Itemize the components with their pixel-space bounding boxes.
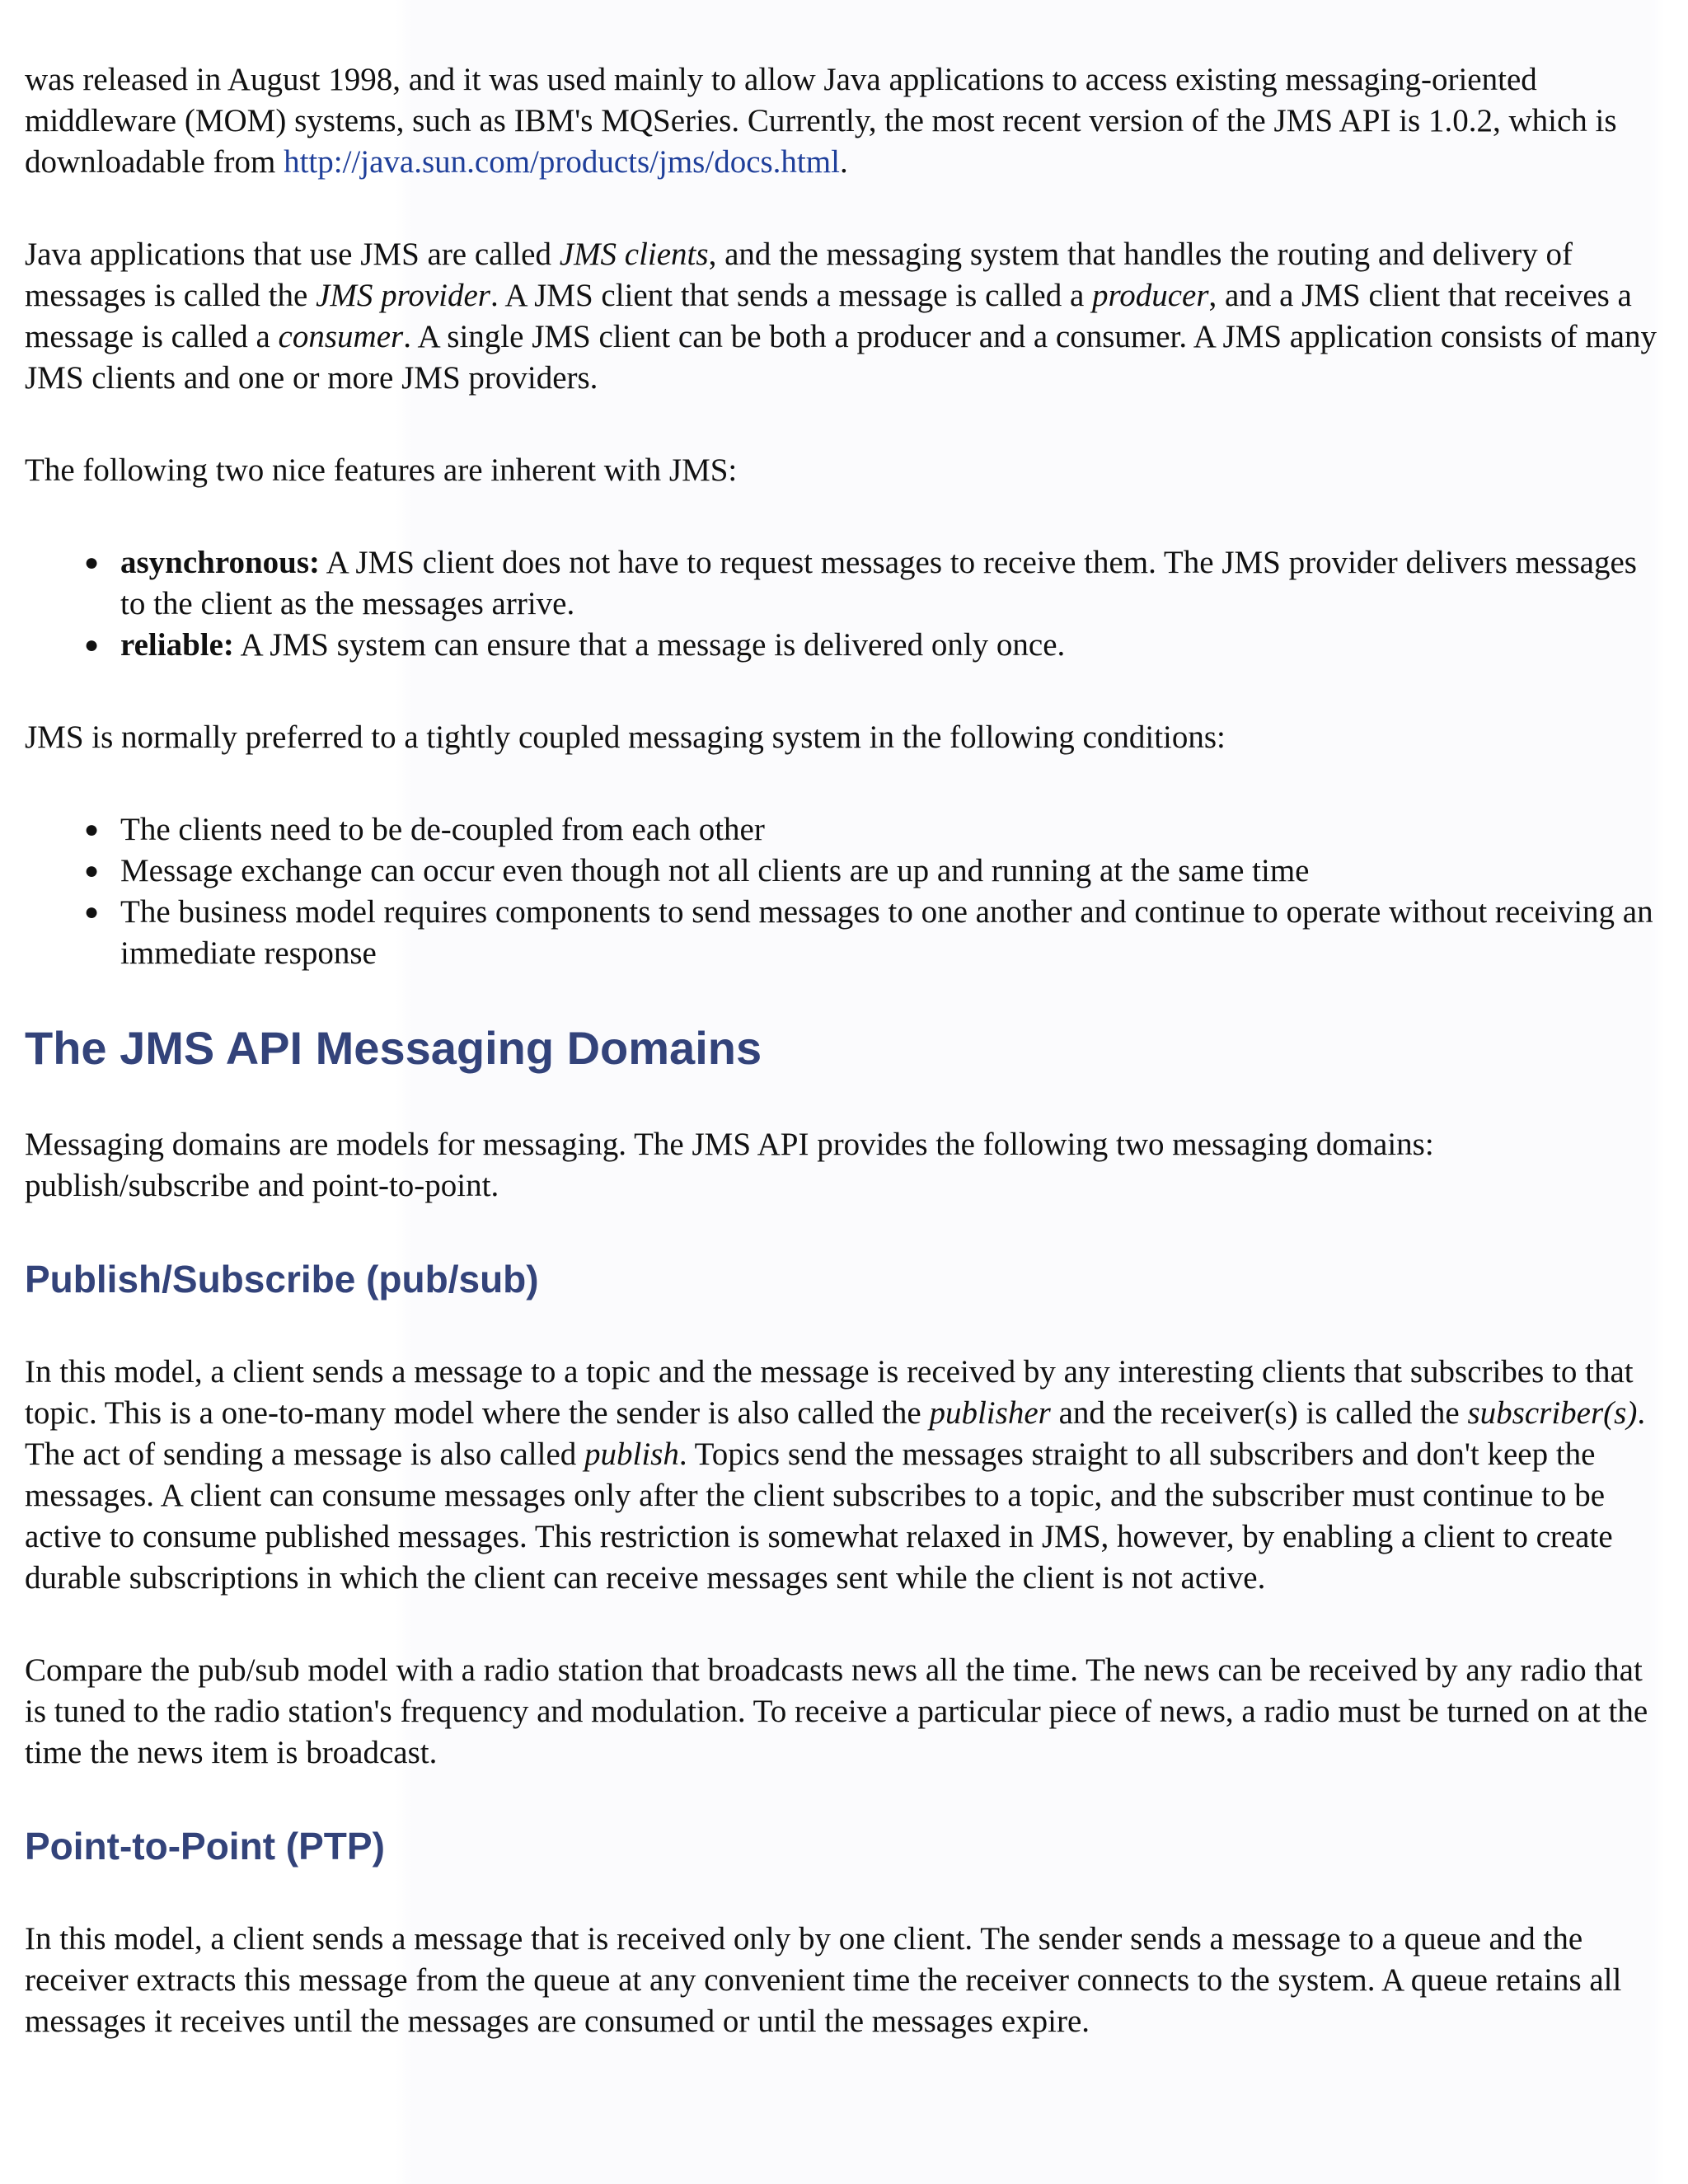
feature-text: A JMS client does not have to request messages to receive them. The JMS provider delivers messages to the client as the messages arrive. (120, 545, 1637, 621)
domains-paragraph: Messaging domains are models for messaging. The JMS API provides the following two messaging domains: publish/subscribe and point-to-point. (25, 1127, 1434, 1203)
list-item (84, 809, 1663, 851)
intro-text: was released in August 1998, and it was used mainly to allow Java applications to access existing messaging-oriented middleware (MOM) systems, such as IBM's MQSeries. Currently, the most recent version of the JMS API is 1.0.2, which is downloadable from (25, 62, 1617, 180)
bullet-icon: ● (84, 549, 100, 576)
list-item (84, 625, 1663, 666)
bullet-icon: ● (84, 857, 100, 884)
section-heading-domains: The JMS API Messaging Domains (25, 1022, 762, 1074)
features-list (25, 542, 1663, 666)
term-subscribers: subscriber(s) (1467, 1395, 1638, 1431)
term-publisher: publisher (929, 1395, 1051, 1431)
condition-text: Message exchange can occur even though not all clients are up and running at the same time (120, 853, 1310, 888)
condition-text: The clients need to be de-coupled from each other (120, 812, 765, 847)
list-item (84, 542, 1663, 625)
intro-paragraph (25, 59, 1663, 183)
feature-text: A JMS system can ensure that a message is delivered only once. (233, 627, 1066, 663)
features-intro-paragraph: The following two nice features are inherent with JMS: (25, 452, 738, 488)
conditions-intro-paragraph: JMS is normally preferred to a tightly coupled messaging system in the following conditions: (25, 719, 1226, 755)
term-jms-provider: JMS provider (316, 278, 490, 313)
pubsub-paragraph: In this model, a client sends a message to a topic and the message is received by any interesting clients that subscribes to that topic. This is a one-to-many model where the sender is also called the publisher and the receiver(s) is called the subscriber(s). The act of sending a message is also called publish. Topics send the messages straight to all subscribers and don't keep the messages. A client can consume messages only after the client subscribes to a topic, and the subscriber must continue to be active to consume published messages. This restriction is somewhat relaxed in JMS, however, by enabling a client to create durable subscriptions in which the client can receive messages sent while the client is not active. (25, 1354, 1646, 1596)
term-consumer: consumer (278, 319, 404, 354)
bullet-icon: ● (84, 898, 100, 926)
condition-text: The business model requires components to send messages to one another and continue to operate without receiving an immediate response (120, 894, 1653, 971)
bullet-icon: ● (84, 816, 100, 843)
radio-paragraph: Compare the pub/sub model with a radio station that broadcasts news all the time. The news can be received by any radio that is tuned to the radio station's frequency and modulation. To receive a particular piece of news, a radio must be turned on at the time the news item is broadcast. (25, 1652, 1648, 1770)
list-item (84, 892, 1663, 974)
ptp-paragraph: In this model, a client sends a message that is received only by one client. The sender sends a message to a queue and the receiver extracts this message from the queue at any convenient time the receiver connects to the system. A queue retains all messages it receives until the messages are consumed or until the messages expire. (25, 1921, 1622, 2039)
list-item (84, 851, 1663, 892)
clients-paragraph: Java applications that use JMS are called JMS clients, and the messaging system that handles the routing and delivery of messages is called the JMS provider. A JMS client that sends a message is called a producer, and a JMS client that receives a message is called a consumer. A single JMS client can be both a producer and a consumer. A JMS application consists of many JMS clients and one or more JMS providers. (25, 237, 1657, 396)
term-publish: publish (584, 1436, 679, 1472)
jms-docs-link[interactable]: http://java.sun.com/products/jms/docs.html (284, 144, 840, 180)
subsection-heading-ptp: Point-to-Point (PTP) (25, 1825, 385, 1868)
feature-term: asynchronous: (120, 545, 321, 580)
subsection-heading-pubsub: Publish/Subscribe (pub/sub) (25, 1258, 539, 1301)
term-jms-clients: JMS clients (559, 237, 709, 272)
bullet-icon: ● (84, 631, 100, 658)
intro-text-end: . (839, 144, 848, 180)
conditions-list (25, 809, 1663, 974)
term-producer: producer (1092, 278, 1209, 313)
feature-term: reliable: (120, 627, 234, 663)
